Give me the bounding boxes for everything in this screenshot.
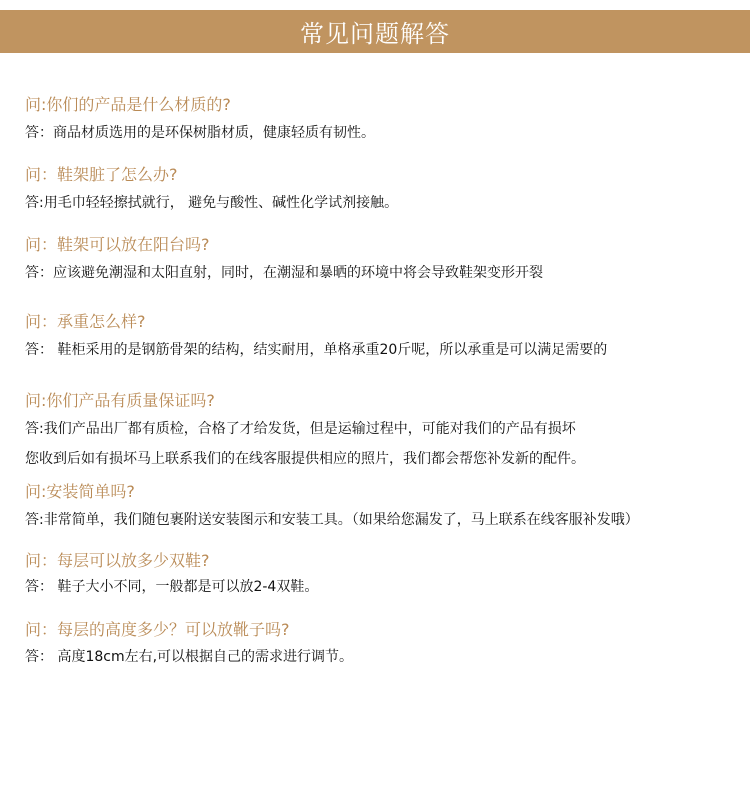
faq-question-quality: 问:你们产品有质量保证吗? [25, 391, 215, 410]
faq-question-load: 问：承重怎么样? [25, 312, 146, 331]
faq-answer-materials: 答：商品材质选用的是环保树脂材质，健康轻质有韧性。 [25, 125, 375, 141]
page-title: 常见问题解答 [300, 20, 450, 48]
faq-question-height: 问：每层的高度多少？可以放靴子吗? [25, 620, 290, 639]
faq-header-banner [0, 10, 750, 53]
faq-answer-load: 答： 鞋柜采用的是钢筋骨架的结构，结实耐用，单格承重20斤呢，所以承重是可以满足需要的 [25, 342, 608, 358]
faq-question-install: 问:安装简单吗? [25, 482, 135, 501]
faq-question-capacity: 问：每层可以放多少双鞋? [25, 551, 210, 570]
faq-answer-install: 答:非常简单，我们随包裹附送安装图示和安装工具。（如果给您漏发了，马上联系在线客服补发哦） [25, 512, 639, 528]
faq-answer-capacity: 答： 鞋子大小不同，一般都是可以放2-4双鞋。 [25, 579, 319, 595]
faq-question-materials: 问:你们的产品是什么材质的? [25, 95, 231, 114]
faq-question-balcony: 问：鞋架可以放在阳台吗? [25, 235, 210, 254]
faq-answer-quality-line2: 您收到后如有损坏马上联系我们的在线客服提供相应的照片，我们都会帮您补发新的配件。 [25, 451, 585, 467]
faq-answer-balcony: 答：应该避免潮湿和太阳直射，同时，在潮湿和暴晒的环境中将会导致鞋架变形开裂 [25, 265, 543, 281]
faq-answer-quality-line1: 答:我们产品出厂都有质检，合格了才给发货，但是运输过程中，可能对我们的产品有损坏 [25, 421, 576, 437]
faq-answer-cleaning: 答:用毛巾轻轻擦拭就行， 避免与酸性、碱性化学试剂接触。 [25, 195, 399, 211]
faq-question-cleaning: 问：鞋架脏了怎么办? [25, 165, 178, 184]
faq-answer-height: 答： 高度18cm左右,可以根据自己的需求进行调节。 [25, 649, 354, 665]
